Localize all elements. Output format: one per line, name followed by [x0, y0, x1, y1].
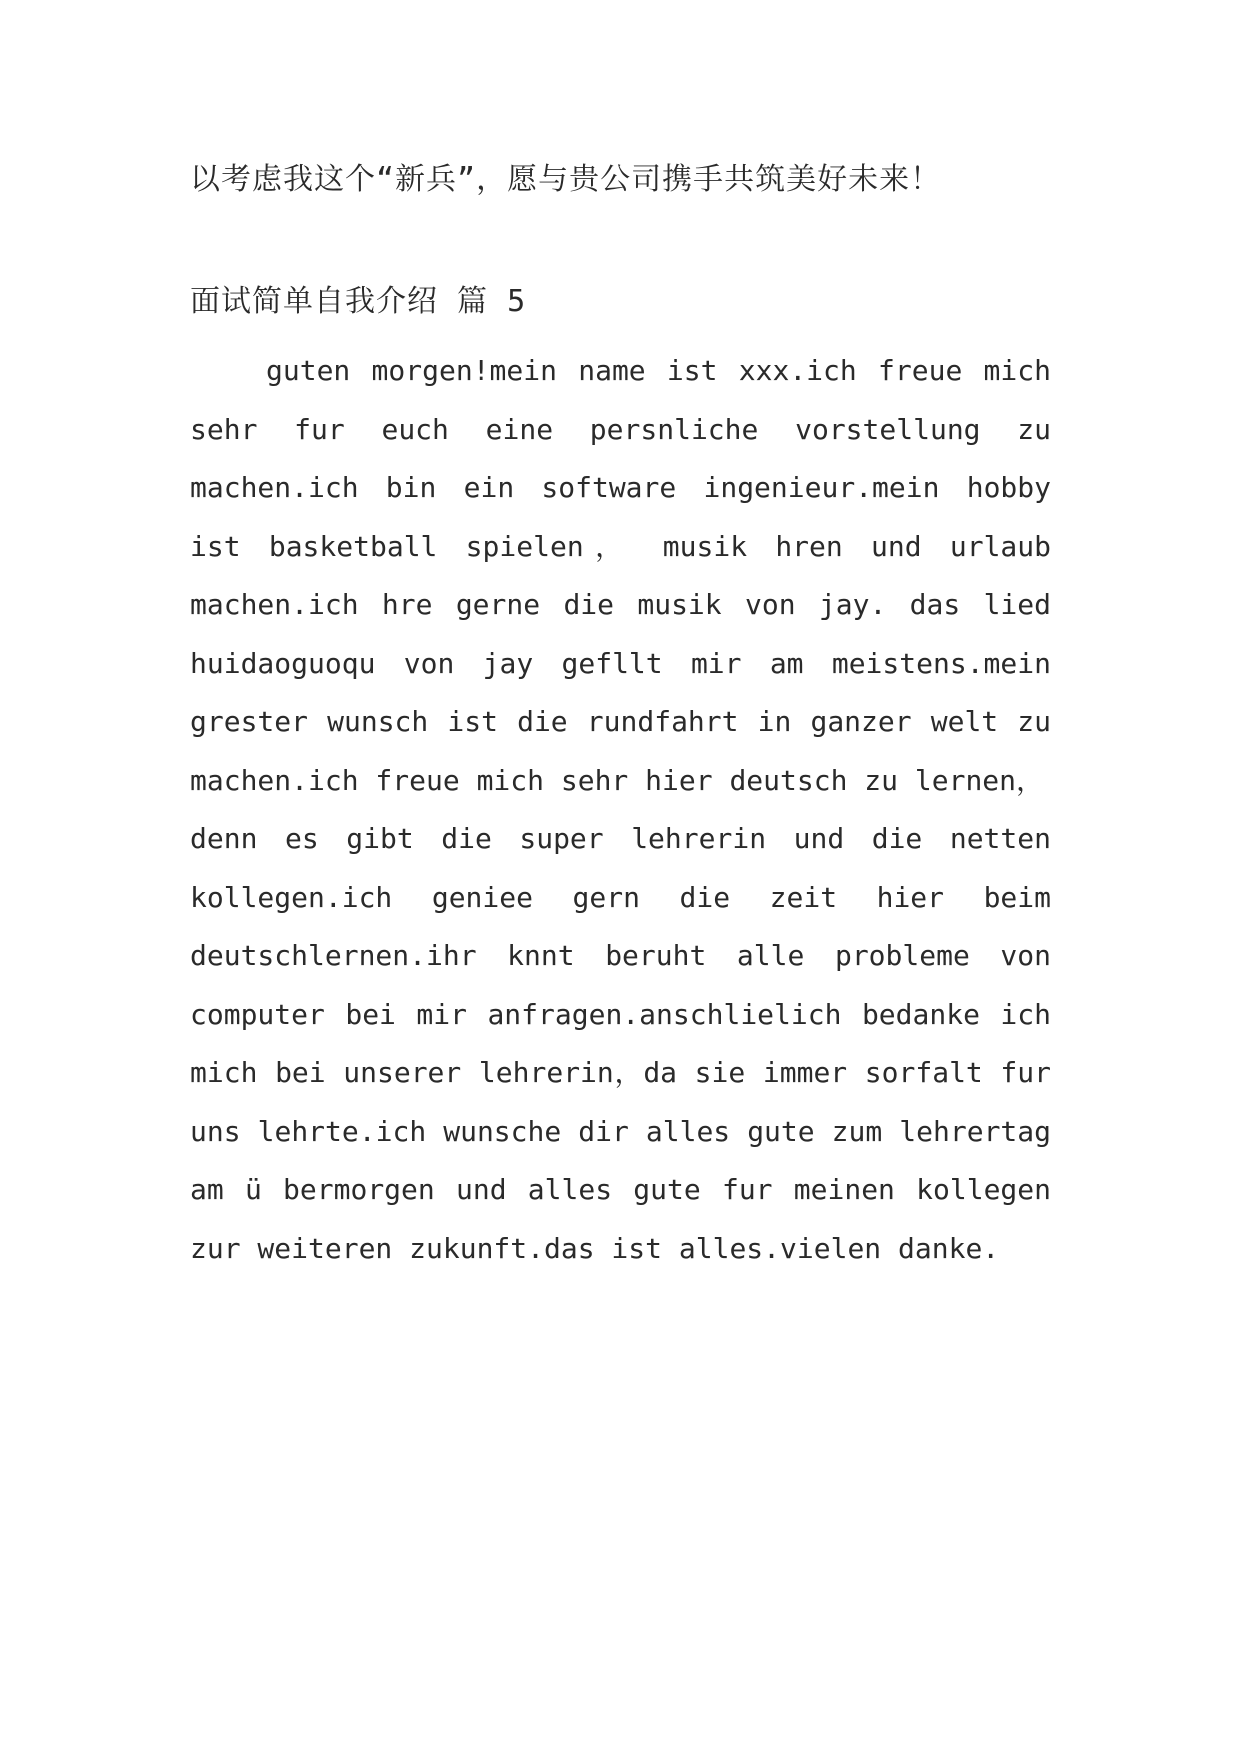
paragraph-line: grester wunsch ist die rundfahrt in ganzer welt zu	[190, 705, 1051, 738]
paragraph-line: guten morgen!mein name ist xxx.ich freue mich	[266, 354, 1051, 387]
paragraph-line: machen.ich freue mich sehr hier deutsch zu lernen，	[190, 763, 1045, 797]
paragraph-line: denn es gibt die super lehrerin und die netten	[190, 822, 1051, 855]
paragraph-line: machen.ich hre gerne die musik von jay. das lied	[190, 588, 1051, 621]
paragraph-line: am ü bermorgen und alles gute fur meinen kollegen	[190, 1173, 1051, 1206]
paragraph-line: machen.ich bin ein software ingenieur.mein hobby	[190, 471, 1051, 504]
continuation-sentence: 以考虑我这个“新兵”，愿与贵公司携手共筑美好未来！	[190, 162, 942, 197]
section-heading: 面试简单自我介绍 篇 5	[190, 284, 527, 319]
paragraph-line: mich bei unserer lehrerin，da sie immer sorfalt fur	[190, 1056, 1051, 1089]
paragraph-line: zur weiteren zukunft.das ist alles.vielen danke.	[190, 1231, 1000, 1265]
german-paragraph	[190, 342, 1051, 1278]
paragraph-line: kollegen.ich geniee gern die zeit hier beim	[190, 880, 1051, 914]
paragraph-line: sehr fur euch eine persnliche vorstellung zu	[190, 412, 1051, 446]
paragraph-line: uns lehrte.ich wunsche dir alles gute zum lehrertag	[190, 1114, 1051, 1148]
paragraph-line: computer bei mir anfragen.anschlielich bedanke ich	[190, 997, 1051, 1031]
paragraph-line: ist basketball spielen， musik hren und urlaub	[190, 529, 1051, 563]
paragraph-line: deutschlernen.ihr knnt beruht alle probleme von	[190, 939, 1051, 972]
paragraph-line: huidaoguoqu von jay gefllt mir am meistens.mein	[190, 646, 1051, 680]
